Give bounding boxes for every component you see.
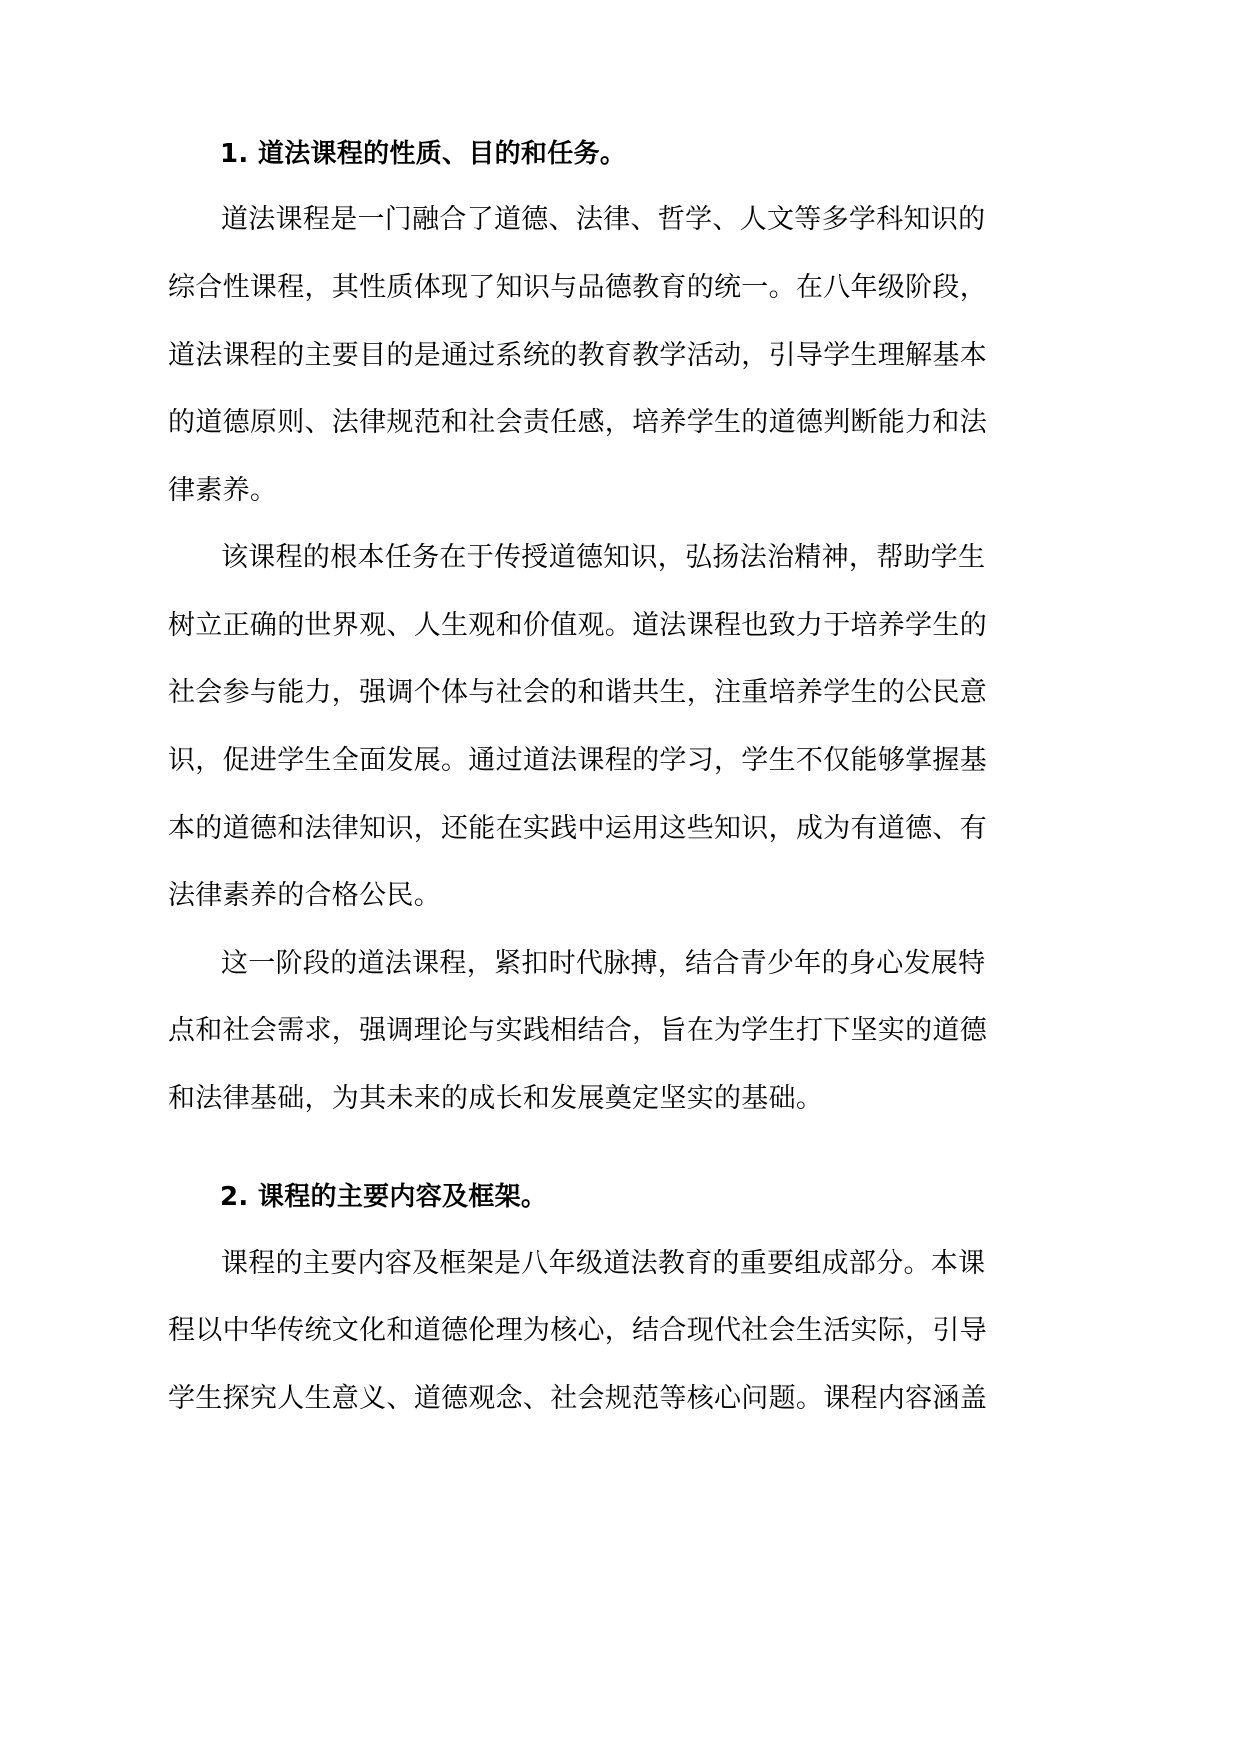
paragraph-line: 本的道德和法律知识，还能在实践中运用这些知识，成为有道德、有 <box>168 813 987 844</box>
paragraph-line: 道法课程的主要目的是通过系统的教育教学活动，引导学生理解基本 <box>168 340 987 371</box>
paragraph-line: 这一阶段的道法课程，紧扣时代脉搏，结合青少年的身心发展特 <box>221 948 986 979</box>
section-1-heading: 1. 道法课程的性质、目的和任务。 <box>220 139 627 169</box>
paragraph-line: 律素养。 <box>168 475 278 506</box>
paragraph-line: 树立正确的世界观、人生观和价值观。道法课程也致力于培养学生的 <box>168 610 987 641</box>
paragraph-line: 课程的主要内容及框架是八年级道法教育的重要组成部分。本课 <box>221 1248 986 1279</box>
paragraph-line: 点和社会需求，强调理论与实践相结合，旨在为学生打下坚实的道德 <box>168 1015 987 1046</box>
paragraph-line: 程以中华传统文化和道德伦理为核心，结合现代社会生活实际，引导 <box>168 1315 987 1346</box>
paragraph-line: 该课程的根本任务在于传授道德知识，弘扬法治精神，帮助学生 <box>221 542 986 573</box>
paragraph-line: 法律素养的合格公民。 <box>168 880 441 911</box>
paragraph-line: 综合性课程，其性质体现了知识与品德教育的统一。在八年级阶段， <box>168 272 987 303</box>
paragraph-line: 识，促进学生全面发展。通过道法课程的学习，学生不仅能够掌握基 <box>168 745 987 776</box>
paragraph-line: 社会参与能力，强调个体与社会的和谐共生，注重培养学生的公民意 <box>168 677 987 708</box>
section-2-heading: 2. 课程的主要内容及框架。 <box>220 1182 548 1212</box>
paragraph-line: 和法律基础，为其未来的成长和发展奠定坚实的基础。 <box>168 1083 824 1114</box>
paragraph-line: 的道德原则、法律规范和社会责任感，培养学生的道德判断能力和法 <box>168 407 987 438</box>
paragraph-line: 道法课程是一门融合了道德、法律、哲学、人文等多学科知识的 <box>221 204 986 235</box>
paragraph-line: 学生探究人生意义、道德观念、社会规范等核心问题。课程内容涵盖 <box>168 1383 987 1414</box>
